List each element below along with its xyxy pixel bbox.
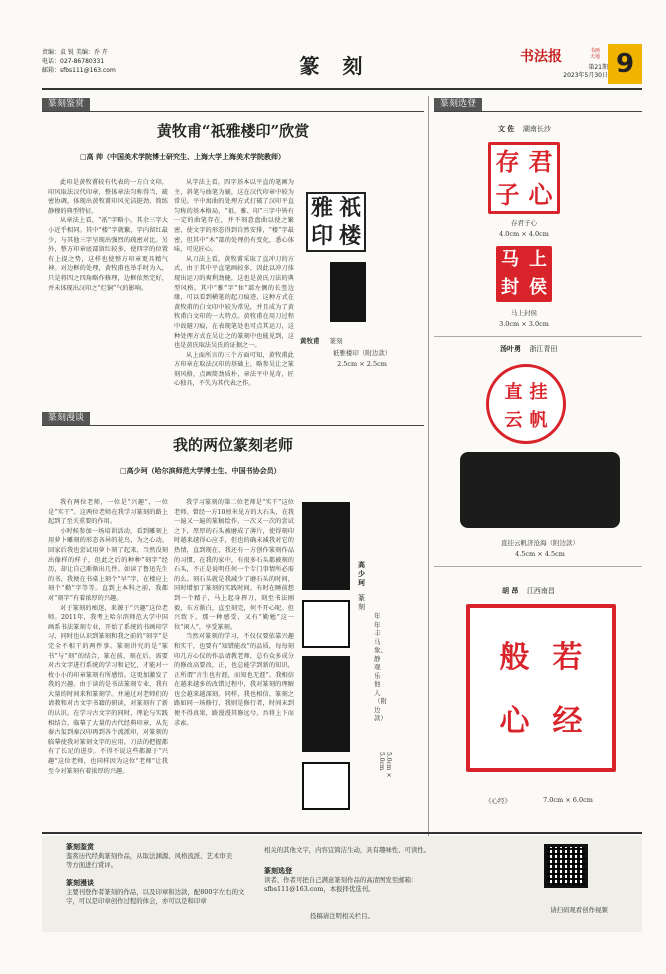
seal-char: 直	[504, 382, 523, 403]
page-section-title: 篆 刻	[299, 54, 371, 78]
footer-rule	[42, 832, 642, 834]
work-name: 年年丰马象、静观乐他人（附边款）	[374, 612, 387, 722]
inscription-rubbing-image-2	[302, 656, 350, 752]
footer-note: 投稿请注明相关栏目。	[310, 912, 374, 920]
seal-char: 若	[552, 640, 583, 675]
footer-col2-head: 篆刻漫谈	[66, 879, 94, 887]
tag-appreciation: 篆刻鉴赏	[42, 98, 90, 111]
tag-selection: 篆刻选登	[434, 98, 482, 111]
staff-editor: 责编：袁 锐 美编：乔 卉	[42, 49, 108, 56]
seal-char: 挂	[529, 382, 548, 403]
seal-image-b	[302, 762, 350, 810]
seal-char: 般	[499, 640, 530, 675]
work-name: 存君子心	[511, 219, 537, 227]
staff-phone: 电话：027-86780331	[42, 58, 105, 65]
seal-char: 祇	[338, 195, 361, 221]
seal-cunjunzixin	[488, 142, 560, 214]
article1-byline: □高 帅（中国美术学院博士研究生、上海大学上海美术学院教师）	[80, 152, 286, 161]
seal-mashangfenghou	[496, 246, 552, 302]
staff-email: 邮箱：sfbs111@163.com	[42, 67, 116, 74]
issue-date: 2023年5月30日	[563, 72, 608, 79]
staff-info	[42, 48, 116, 75]
footer-col1-head: 篆刻鉴赏	[66, 843, 94, 851]
article1-col1	[48, 178, 168, 420]
newspaper-brand: 书法报	[520, 49, 562, 65]
seal-char: 楼	[338, 223, 361, 249]
work-size: 7.0cm × 6.0cm	[543, 796, 593, 804]
article2-para: 我有两位老师，一位是“兴趣”，一位是“实干”。这两位老师在我学习篆刻的路上起到了至关重要的作用。	[48, 499, 168, 526]
header-rule	[42, 88, 642, 90]
qr-code[interactable]	[544, 844, 588, 888]
artist-place: 浙江青田	[529, 345, 558, 353]
seal-char: 印	[310, 223, 333, 249]
column-divider	[428, 96, 429, 836]
article1-para: 从章法上看，“祇”字略小，其余三字大小近乎相同。其中“楼”字就繁，字内留红最少，与其他三字呈现出强烈的疏密对比。另外，整方印章底部留红较多，使四字的位置有上提之势，这样也使整方印章更具精气神。对边框的处理，黄牧甫也举手时为入，只是将四之四角略作修理，边框依然完好，并未体现出汉印之“烂铜”气的影响。	[48, 217, 168, 292]
article2-title: 我的两位篆刻老师	[172, 436, 293, 454]
side-inscription-image	[330, 262, 366, 322]
article2-para: 当然对篆刻的学习，不仅仅要依靠兴趣和实干，也要有“知错能改”的品质，每每刻印几方心仪的作品请教老师，总有众多成分的修改高要改，正，也总能学到新的知识，正所谓“言生也有涯，而知也无涯”。我相信在越来越多的改错过程中，我对篆刻的理解也会越来越深刻。同样，我也相信，篆刻之路如同一场修行，我则是修行者，时间未到便不得真果，路漫漫其修远兮，吾将上下而求索。	[174, 633, 294, 727]
artist-place: 江西南昌	[526, 587, 555, 595]
seal-char: 侯	[529, 277, 547, 298]
work-name: 《心经》	[485, 797, 511, 805]
article2-top-rule	[42, 425, 424, 426]
page-number: 9	[608, 44, 642, 84]
caption-size: 2.5cm × 2.5cm	[337, 360, 387, 368]
article2-para: 对于篆刻的痴迷，来源于“兴趣”这位老师。2011年，我考上哈尔滨师范大学中国画系书法篆刻专业，开始了系统的书画印学习，同时也认识到篆刻和我之前的“刻字”是完全不相干的两件事。篆刻讲究的是“篆书”与“刻”的结合，篆在前，刻在后，需要对古文字进行系统的学习和记忆，才能对一枚小小的印章篆刻有所感悟。这更加激发了我的兴趣。由于读的是书法篆刻专业，我有大量的时间来和篆刻学。并通过对老师们的请教和对古文字书籍的研读，对篆刻有了新的认识。在学习古文字的同时，理论与实践相结合，临摹了大量的古代经典印章，从先秦古玺到秦汉印再到各个流派印，对篆刻的临摹使我对篆刻文字的应用，刀法的把握都有了长足的进步。不得不说这些都源于“兴趣”这位老师，也同样因为这位“老师”让我至今对篆刻有着浓厚的兴趣。	[48, 604, 168, 775]
footer-col3-text2: 读者、作者可把自己满意篆刻作品的高清图发至邮箱：sfbs111@163.com，本报择优选刊。	[264, 876, 418, 893]
caption-type: 篆刻	[329, 337, 343, 345]
selection-divider-2	[434, 566, 642, 567]
seal-char: 上	[529, 249, 547, 270]
work-size: 4.5cm × 4.5cm	[515, 550, 565, 558]
inscription-rubbing-image-3	[460, 452, 620, 528]
caption-name: 祇雅楼印（附边款）	[332, 349, 392, 357]
seal-xinjing	[466, 604, 616, 772]
article1-para: 从刀法上看，黄牧甫采取了直冲刀的方式，由于其中平直笔画较多，因此以冲刀体现出运刀的爽利劲健，这也是黄氏刀法的典型风格。其中“雅”字“隹”部左侧的长竖边缘，可以看到横笔的起刀痕迹，这种方式在黄牧甫的白文印中较为常见，并且成为了黄牧甫白文印的一大特点。黄牧甫在用刀过程中故避刀痕，在表现笔处也可点其运刀，这种处理方式在吴让之的篆刻中也能见到，这也是黄氏取法吴氏的证据之一。	[174, 255, 294, 350]
artist-name: 胡 昂	[502, 586, 519, 595]
article1-para: 从上面所言的三个方面可知，黄牧甫此方印章在取法汉印的基础上，略参吴让之篆刻风格，点画简劲质朴，章法平中见奇，匠心独具，不失为其代表之作。	[174, 351, 294, 388]
seal-char: 存	[495, 147, 520, 176]
seal-char: 子	[495, 180, 520, 209]
seal-zhiguayunfan	[486, 364, 566, 444]
inscription-rubbing-image	[302, 502, 350, 590]
article1-title: 黄牧甫“祇雅楼印”欣赏	[156, 122, 310, 140]
issue-number: 第21期	[588, 64, 608, 71]
article2-byline: □高少珂（哈尔滨师范大学博士生、中国书协会员）	[120, 466, 281, 475]
artist-tangyeyong	[500, 344, 557, 354]
issue-info	[548, 64, 608, 80]
work-size: 5.0cm × 5.0cm	[378, 752, 392, 778]
footer-col1-text: 鉴赏历代经典篆刻作品，从取法渊源、风格流派、艺术审美等方面进行赏评。	[66, 852, 233, 869]
article2-col2	[174, 498, 294, 828]
article1-top-rule	[42, 111, 424, 112]
selection-divider	[434, 336, 642, 337]
seal-char: 马	[501, 249, 519, 270]
artist-wenzuo	[498, 124, 551, 134]
footer-col2-text: 主要刊登作者篆刻的作品，以及印章和边款，配800字左右的文字，可以是印章创作过程的体会，亦可以是和印章	[66, 888, 245, 905]
article2-col1	[48, 498, 168, 828]
qr-caption: 请扫码观看创作视频	[550, 906, 608, 914]
selection-top-rule	[434, 111, 642, 112]
work-type: 篆刻	[358, 594, 365, 611]
article1-col2	[174, 178, 294, 420]
caption-author: 黄牧甫	[300, 337, 320, 345]
work-author: 高少珂	[358, 560, 365, 587]
footer-col3-head: 篆刻选登	[264, 867, 292, 875]
article2-para: 小时候参加一场培训活动，看到雕刻上用萝卜雕刻的形态各异的花鸟，为之心动。回家后我也尝试用萝卜刻了起来，当然没刻出像样的样子，但此之后的种种“刻字”经历，却让自己渐渐出几件。如读了鲁迅先生的书，我便在书桌上刻个“早”字，在楼应上刻个“勤”字等等。直到上本科之前，我都对“刻字”有着浓厚的兴趣。	[48, 527, 168, 602]
tag-talk: 篆刻漫谈	[42, 412, 90, 425]
article1-seal-caption	[300, 336, 420, 345]
seal-char: 经	[552, 704, 583, 739]
footer-col3-text: 相关的其他文字，内容宜简洁生动，具有趣味性、可读性。	[264, 846, 431, 854]
seal-char: 心	[499, 704, 530, 739]
seal-char: 君	[528, 147, 553, 176]
brand-subtitle: 书画天地	[590, 48, 601, 60]
article1-para: 从字法上看，四字基本以平直的笔画为主，斜笔与曲笔为辅，这在汉代印章中较为常见。平中寓曲的处理方式打破了汉印平直匀称的基本格局，“祇、雅、印”三字中皆有一定的曲笔存在，并不刻意盘曲以使之繁密，使文字的形态得到自然安排，“楼”字最密，但其中“木”部的处理仍有变化，悉心体味，可见匠心。	[174, 179, 294, 254]
work-size: 4.0cm × 4.0cm	[499, 230, 549, 238]
seal-char: 封	[501, 277, 519, 298]
seal-char: 心	[528, 180, 553, 209]
qiyalou-seal-image	[306, 192, 366, 252]
article2-para: 我学习篆刻的第二位老师是“实干”这位老师。曾经一方10厘米见方的大石头，在我一遍又一遍的篆稿绘作，一次又一次的尝试之下，厚厚的石头被磨成了薄片，使得刻印时越来越得心应手，但也的确未减我对它的热情，直到现在，我还有一方创作篆刻作品的习惯，在我的家中，有很多石头都被刻的石头，不正是说明任何一个专门事情所必需的么。刻石头就是我减少了磨石头的时间，同时增加了篆刻的实践时间。有时在睡前想到一个精子，马上起身挥刀，刻至书法刚毅，东方渐白，直至刻完，何不开心呢。但兴致下，那一种感受，又有“勤勉”这一位“闲人”，享受篆刻。	[174, 499, 294, 631]
article1-para: 此印是黄牧甫较有代表的一方白文印，印风取法汉代印章，整体章法匀称得当，疏密协调，体现出黄牧甫印风光洁挺劲、简练静穆的典型特征。	[48, 179, 168, 215]
work-name: 直挂云帆济沧海（附边款）	[501, 539, 579, 547]
seal-char: 雅	[310, 195, 333, 221]
work-name: 马上封侯	[511, 309, 537, 317]
seal-char: 帆	[529, 410, 548, 431]
seal-image-a	[302, 600, 350, 648]
artist-name: 汤叶勇	[500, 344, 521, 353]
work-size: 3.0cm × 3.0cm	[499, 320, 549, 328]
artist-name: 文 佐	[498, 124, 515, 133]
seal-char: 云	[504, 410, 523, 431]
artist-place: 湖南长沙	[522, 125, 551, 133]
artist-huang	[502, 586, 555, 596]
